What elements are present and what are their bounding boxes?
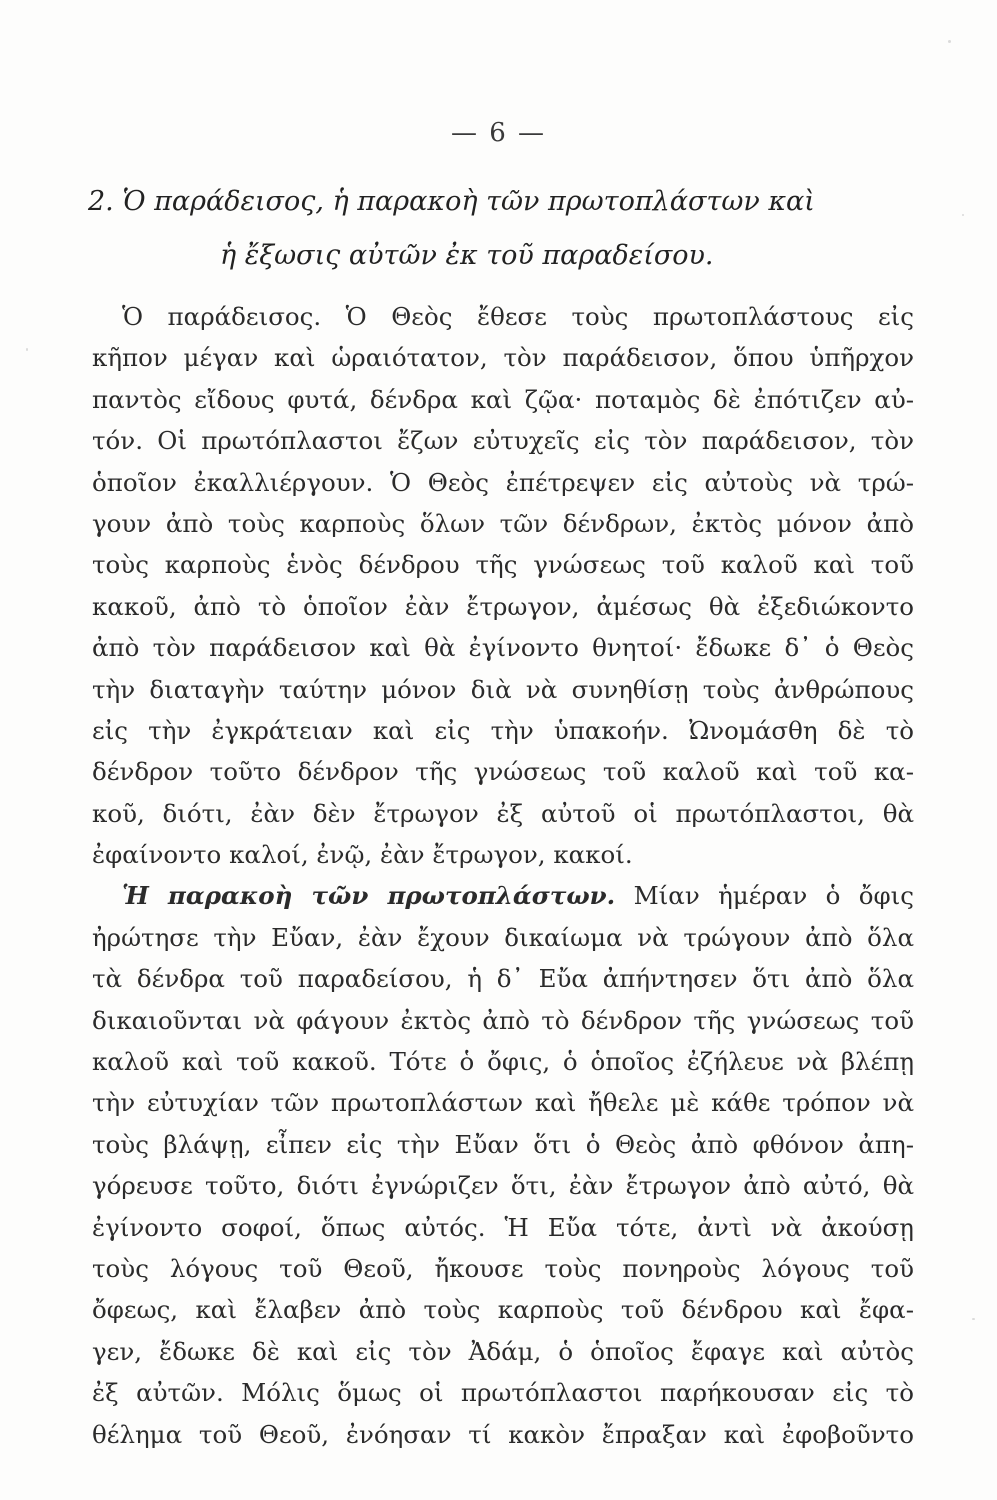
text-line: γόρευσε τοῦτο, διότι ἐγνώριζεν ὅτι, ἐὰν ἔτρωγον ἀπὸ αὐτό, θὰ [92,1171,914,1201]
scan-speckle [26,348,28,351]
text-line: ὄφεως, καὶ ἔλαβεν ἀπὸ τοὺς καρποὺς τοῦ δένδρου καὶ ἔφα- [92,1295,914,1325]
text-line: ἀπὸ τὸν παράδεισον καὶ θὰ ἐγίνοντο θνητοί· ἔδωκε δ᾽ ὁ Θεὸς [92,633,914,663]
section-heading-line-2: ἡ ἔξωσις αὐτῶν ἐκ τοῦ παραδείσου. [220,240,714,271]
paragraph-2-first-line [92,875,914,916]
text-line: τοὺς καρποὺς ἑνὸς δένδρου τῆς γνώσεως τοῦ καλοῦ καὶ τοῦ [92,550,914,580]
text-line: κῆπον μέγαν καὶ ὡραιότατον, τὸν παράδεισον, ὅπου ὑπῆρχον [92,343,914,373]
text-line: τὴν διαταγὴν ταύτην μόνον διὰ νὰ συνηθίσῃ τοὺς ἀνθρώπους [92,674,914,704]
text-line: τὰ δένδρα τοῦ παραδείσου, ἡ δ᾽ Εὔα ἀπήντησεν ὅτι ἀπὸ ὅλα [92,964,914,994]
text-line: τοὺς βλάψῃ, εἶπεν εἰς τὴν Εὔαν ὅτι ὁ Θεὸς ἀπὸ φθόνον ἀπη- [92,1129,914,1159]
text-line: γεν, ἔδωκε δὲ καὶ εἰς τὸν Ἀδάμ, ὁ ὁποῖος ἔφαγε καὶ αὐτὸς [92,1336,914,1366]
text-line: Ὁ παράδεισος. Ὁ Θεὸς ἔθεσε τοὺς πρωτοπλάστους εἰς [122,302,914,331]
section-heading-line-1: 2. Ὁ παράδεισος, ἡ παρακοὴ τῶν πρωτοπλάστων καὶ [88,186,815,217]
text-line: κοῦ, διότι, ἐὰν δὲν ἔτρωγον ἐξ αὐτοῦ οἱ πρωτόπλαστοι, θὰ [92,798,914,828]
subsection-run-in-heading: Ἡ παρακοὴ τῶν πρωτοπλάστων. [122,881,616,911]
text-line: εἰς τὴν ἐγκράτειαν καὶ εἰς τὴν ὑπακοήν. Ὠνομάσθη δὲ τὸ [92,715,914,745]
body-text [92,296,914,1455]
text-fragment: Μίαν ἡμέραν ὁ ὄφις [633,881,914,911]
scan-speckle [962,214,964,216]
page-number: — 6 — [450,118,547,148]
text-line: ἐφαίνοντο καλοί, ἐνῷ, ἐὰν ἔτρωγον, κακοί. [92,840,633,870]
text-line: ἐγίνοντο σοφοί, ὅπως αὐτός. Ἡ Εὔα τότε, ἀντὶ νὰ ἀκούσῃ [92,1212,914,1242]
text-line: τὴν εὐτυχίαν τῶν πρωτοπλάστων καὶ ἤθελε μὲ κάθε τρόπον νὰ [92,1088,914,1118]
text-line: παντὸς εἴδους φυτά, δένδρα καὶ ζῷα· ποταμὸς δὲ ἐπότιζεν αὐ- [92,384,914,414]
text-line: κακοῦ, ἀπὸ τὸ ὁποῖον ἐὰν ἔτρωγον, ἀμέσως θὰ ἐξεδιώκοντο [92,591,914,621]
scan-speckle [972,1318,975,1320]
text-line: γουν ἀπὸ τοὺς καρποὺς ὅλων τῶν δένδρων, ἐκτὸς μόνον ἀπὸ [92,508,914,538]
text-line: ὁποῖον ἐκαλλιέργουν. Ὁ Θεὸς ἐπέτρεψεν εἰς αὐτοὺς νὰ τρώ- [92,467,914,497]
text-line: ἐξ αὐτῶν. Μόλις ὅμως οἱ πρωτόπλαστοι παρήκουσαν εἰς τὸ [92,1378,914,1408]
text-line: καλοῦ καὶ τοῦ κακοῦ. Τότε ὁ ὄφις, ὁ ὁποῖος ἐζήλευε νὰ βλέπῃ [92,1047,914,1077]
text-line: δένδρον τοῦτο δένδρον τῆς γνώσεως τοῦ καλοῦ καὶ τοῦ κα- [92,757,914,787]
text-line: τόν. Οἱ πρωτόπλαστοι ἔζων εὐτυχεῖς εἰς τὸν παράδεισον, τὸν [92,426,914,456]
text-line: θέλημα τοῦ Θεοῦ, ἐνόησαν τί κακὸν ἔπραξαν καὶ ἐφοβοῦντο [92,1419,914,1449]
text-line: ἠρώτησε τὴν Εὔαν, ἐὰν ἔχουν δικαίωμα νὰ τρώγουν ἀπὸ ὅλα [92,922,914,952]
text-line: τοὺς λόγους τοῦ Θεοῦ, ἤκουσε τοὺς πονηροὺς λόγους τοῦ [92,1253,914,1283]
text-line: δικαιοῦνται νὰ φάγουν ἐκτὸς ἀπὸ τὸ δένδρον τῆς γνώσεως τοῦ [92,1005,914,1035]
scan-speckle [948,40,951,43]
